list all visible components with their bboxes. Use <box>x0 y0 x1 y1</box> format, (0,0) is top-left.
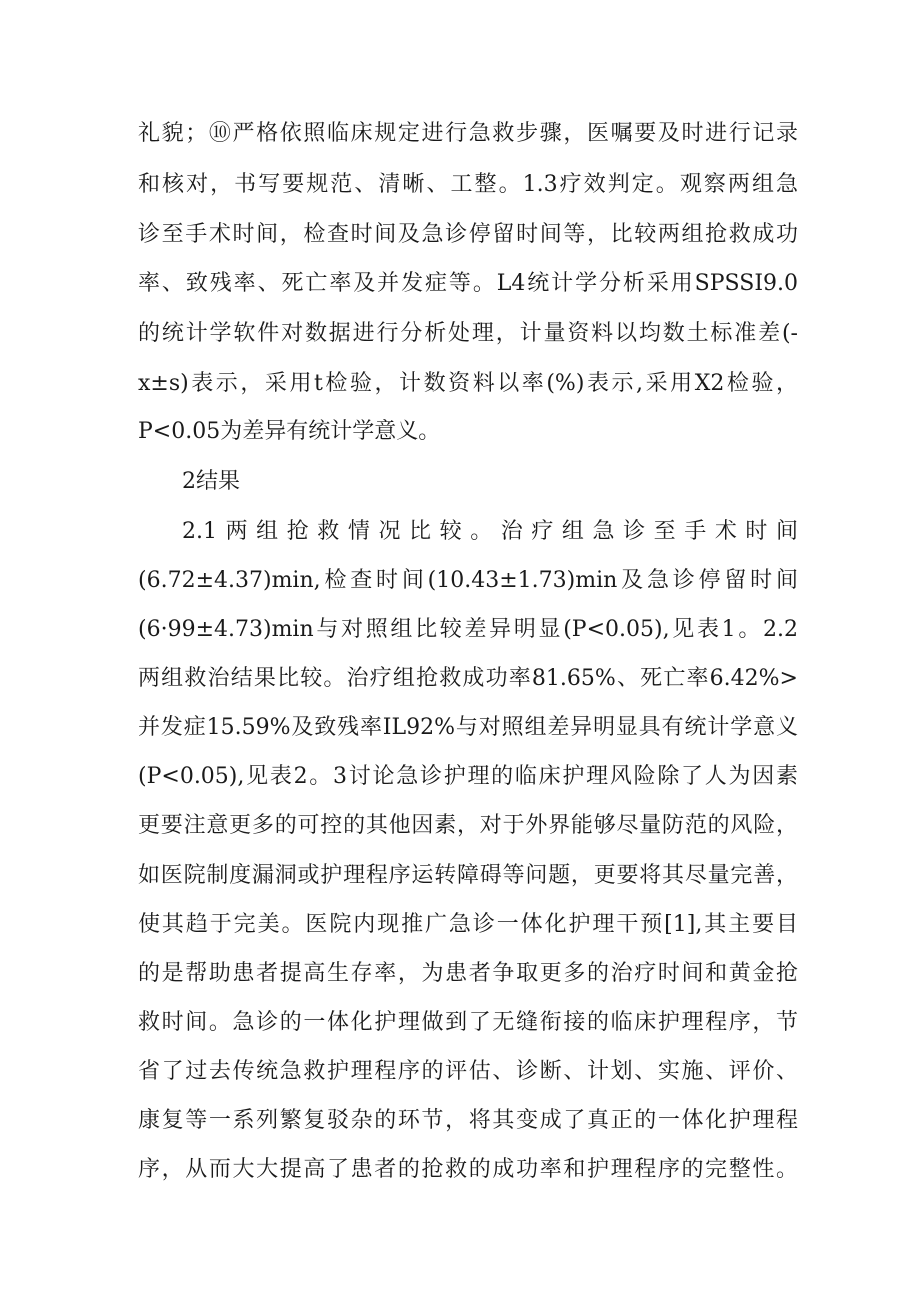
body-text-line: 省了过去传统急救护理程序的评估、诊断、计划、实施、评价、 <box>138 1059 798 1084</box>
body-text-line: 2.1两组抢救情况比较。治疗组急诊至手术时间 <box>182 519 798 544</box>
body-text-line: 更要注意更多的可控的其他因素，对于外界能够尽量防范的风险， <box>138 813 798 838</box>
body-text-line: (6·99±4.73)min与对照组比较差异明显(P<0.05),见表1。2.2 <box>138 617 798 642</box>
body-text-line: (6.72±4.37)min,检查时间(10.43±1.73)min及急诊停留时间 <box>138 568 798 593</box>
body-text-line: 两组救治结果比较。治疗组抢救成功率81.65%、死亡率6.42%> <box>138 666 798 691</box>
body-text-line: 救时间。急诊的一体化护理做到了无缝衔接的临床护理程序，节 <box>138 1010 798 1035</box>
body-text-line: 序，从而大大提高了患者的抢救的成功率和护理程序的完整性。 <box>138 1157 798 1182</box>
body-text-line: 使其趋于完美。医院内现推广急诊一体化护理干预[1],其主要目 <box>138 912 798 937</box>
body-text-line: 的是帮助患者提高生存率，为患者争取更多的治疗时间和黄金抢 <box>138 961 798 986</box>
body-text-line: 礼貌；⑩严格依照临床规定进行急救步骤，医嘱要及时进行记录 <box>138 121 798 146</box>
body-text-line: 如医院制度漏洞或护理程序运转障碍等问题，更要将其尽量完善， <box>138 863 798 888</box>
body-text-line: 和核对，书写要规范、清晰、工整。1.3疗效判定。观察两组急 <box>138 172 798 197</box>
body-text-line: 诊至手术时间，检查时间及急诊停留时间等，比较两组抢救成功 <box>138 222 798 247</box>
body-text-line: P<0.05为差异有统计学意义。 <box>138 419 441 444</box>
body-text-line: 的统计学软件对数据进行分析处理，计量资料以均数土标准差(- <box>138 321 798 346</box>
body-text-line: (P<0.05),见表2。3讨论急诊护理的临床护理风险除了人为因素 <box>138 764 798 789</box>
body-text-line: 率、致残率、死亡率及并发症等。L4统计学分析采用SPSSI9.0 <box>138 271 798 296</box>
section-heading: 2结果 <box>182 469 240 494</box>
body-text-line: 并发症15.59%及致残率IL92%与对照组差异明显具有统计学意义 <box>138 715 798 740</box>
body-text-line: x±s)表示，采用t检验，计数资料以率(%)表示,采用X2检验， <box>138 371 798 396</box>
body-text-line: 康复等一系列繁复驳杂的环节，将其变成了真正的一体化护理程 <box>138 1108 798 1133</box>
